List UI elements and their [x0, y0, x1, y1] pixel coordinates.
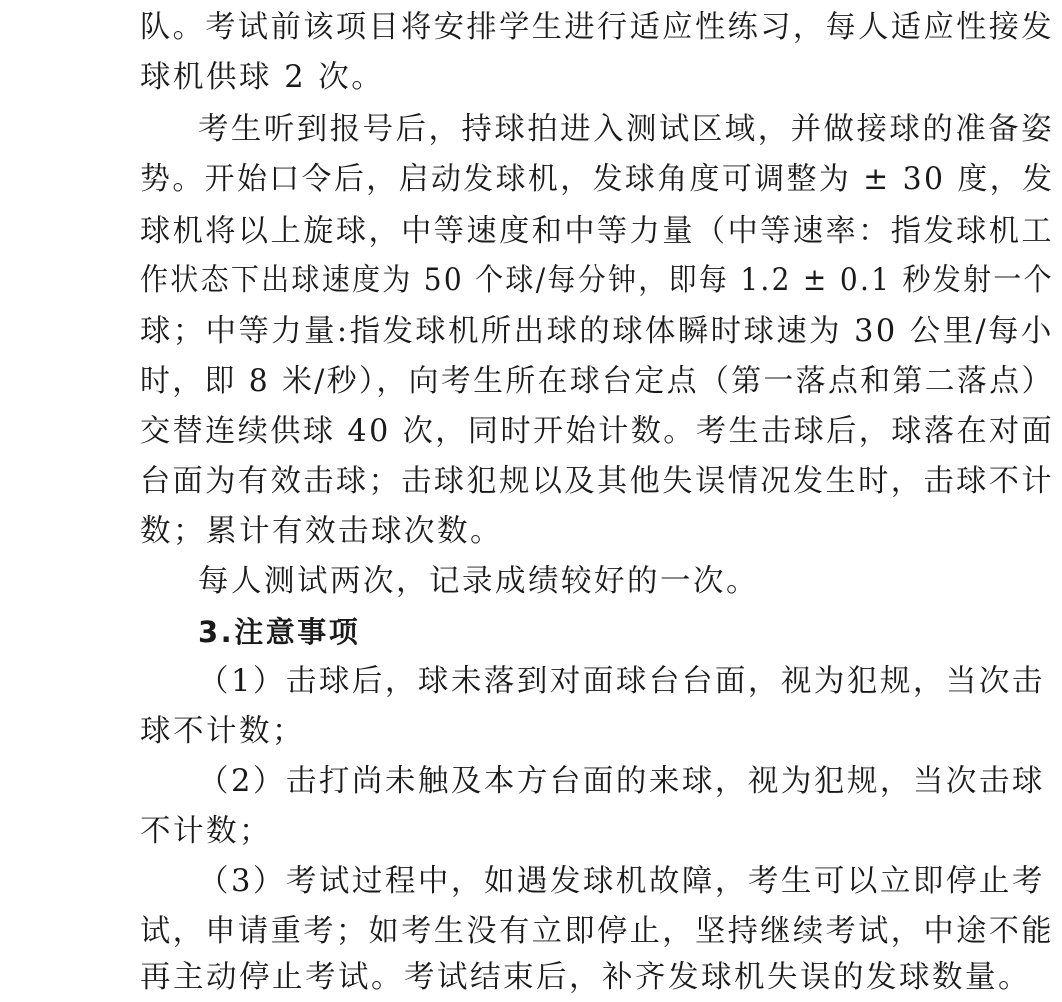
line-text: 球机将以上旋球，中等速度和中等力量（中等速率：指发球机工 — [140, 214, 1055, 249]
line-text: 队。考试前该项目将安排学生进行适应性练习，每人适应性接发 — [140, 10, 1055, 45]
text-line — [0, 958, 1062, 998]
line-text: 考生听到报号后，持球拍进入测试区域，并做接球的准备姿 — [198, 112, 1055, 147]
line-text: 球；中等力量:指发球机所出球的球体瞬时球速为 30 公里/每小 — [140, 314, 1054, 349]
heading-text: 3.注意事项 — [198, 615, 361, 649]
paragraph-first-line — [0, 110, 1062, 150]
line-text: （3）考试过程中，如遇发球机故障，考生可以立即停止考 — [198, 864, 1045, 899]
list-item-first-line — [0, 862, 1062, 902]
line-text: 不计数； — [140, 814, 272, 849]
text-line — [0, 462, 1062, 502]
line-text: 试，申请重考；如考生没有立即停止，坚持继续考试，中途不能 — [140, 914, 1055, 949]
text-line — [0, 712, 1062, 752]
line-text: 交替连续供球 40 次，同时开始计数。考生击球后，球落在对面 — [140, 414, 1055, 449]
text-line — [0, 412, 1062, 452]
text-line — [0, 912, 1062, 952]
text-line — [0, 312, 1062, 352]
text-line — [0, 512, 1062, 552]
text-line — [0, 8, 1062, 48]
line-text: （1）击球后，球未落到对面球台台面，视为犯规，当次击 — [198, 664, 1045, 699]
text-line — [0, 812, 1062, 852]
line-text: 每人测试两次，记录成绩较好的一次。 — [198, 564, 759, 599]
line-text: 台面为有效击球；击球犯规以及其他失误情况发生时，击球不计 — [140, 464, 1055, 499]
line-text: 数；累计有效击球次数。 — [140, 514, 503, 549]
line-text: 势。开始口令后，启动发球机，发球角度可调整为 ± 30 度，发 — [140, 162, 1055, 197]
line-text: （2）击打尚未触及本方台面的来球，视为犯规，当次击球 — [198, 764, 1045, 799]
line-text: 球不计数； — [140, 714, 305, 749]
line-text: 再主动停止考试。考试结束后，补齐发球机失误的发球数量。 — [140, 960, 1031, 995]
text-line — [0, 160, 1062, 200]
line-text: 时，即 8 米/秒），向考生所在球台定点（第一落点和第二落点） — [140, 364, 1054, 399]
text-line — [0, 58, 1062, 98]
list-item-first-line — [0, 762, 1062, 802]
text-line — [0, 212, 1062, 252]
text-line — [0, 261, 1062, 301]
line-text: 作状态下出球速度为 50 个球/每分钟，即每 1.2 ± 0.1 秒发射一个 — [140, 263, 1054, 298]
paragraph-first-line — [0, 562, 1062, 602]
list-item-first-line — [0, 662, 1062, 702]
section-heading — [0, 612, 1062, 652]
text-line — [0, 362, 1062, 402]
line-text: 球机供球 2 次。 — [140, 60, 385, 95]
